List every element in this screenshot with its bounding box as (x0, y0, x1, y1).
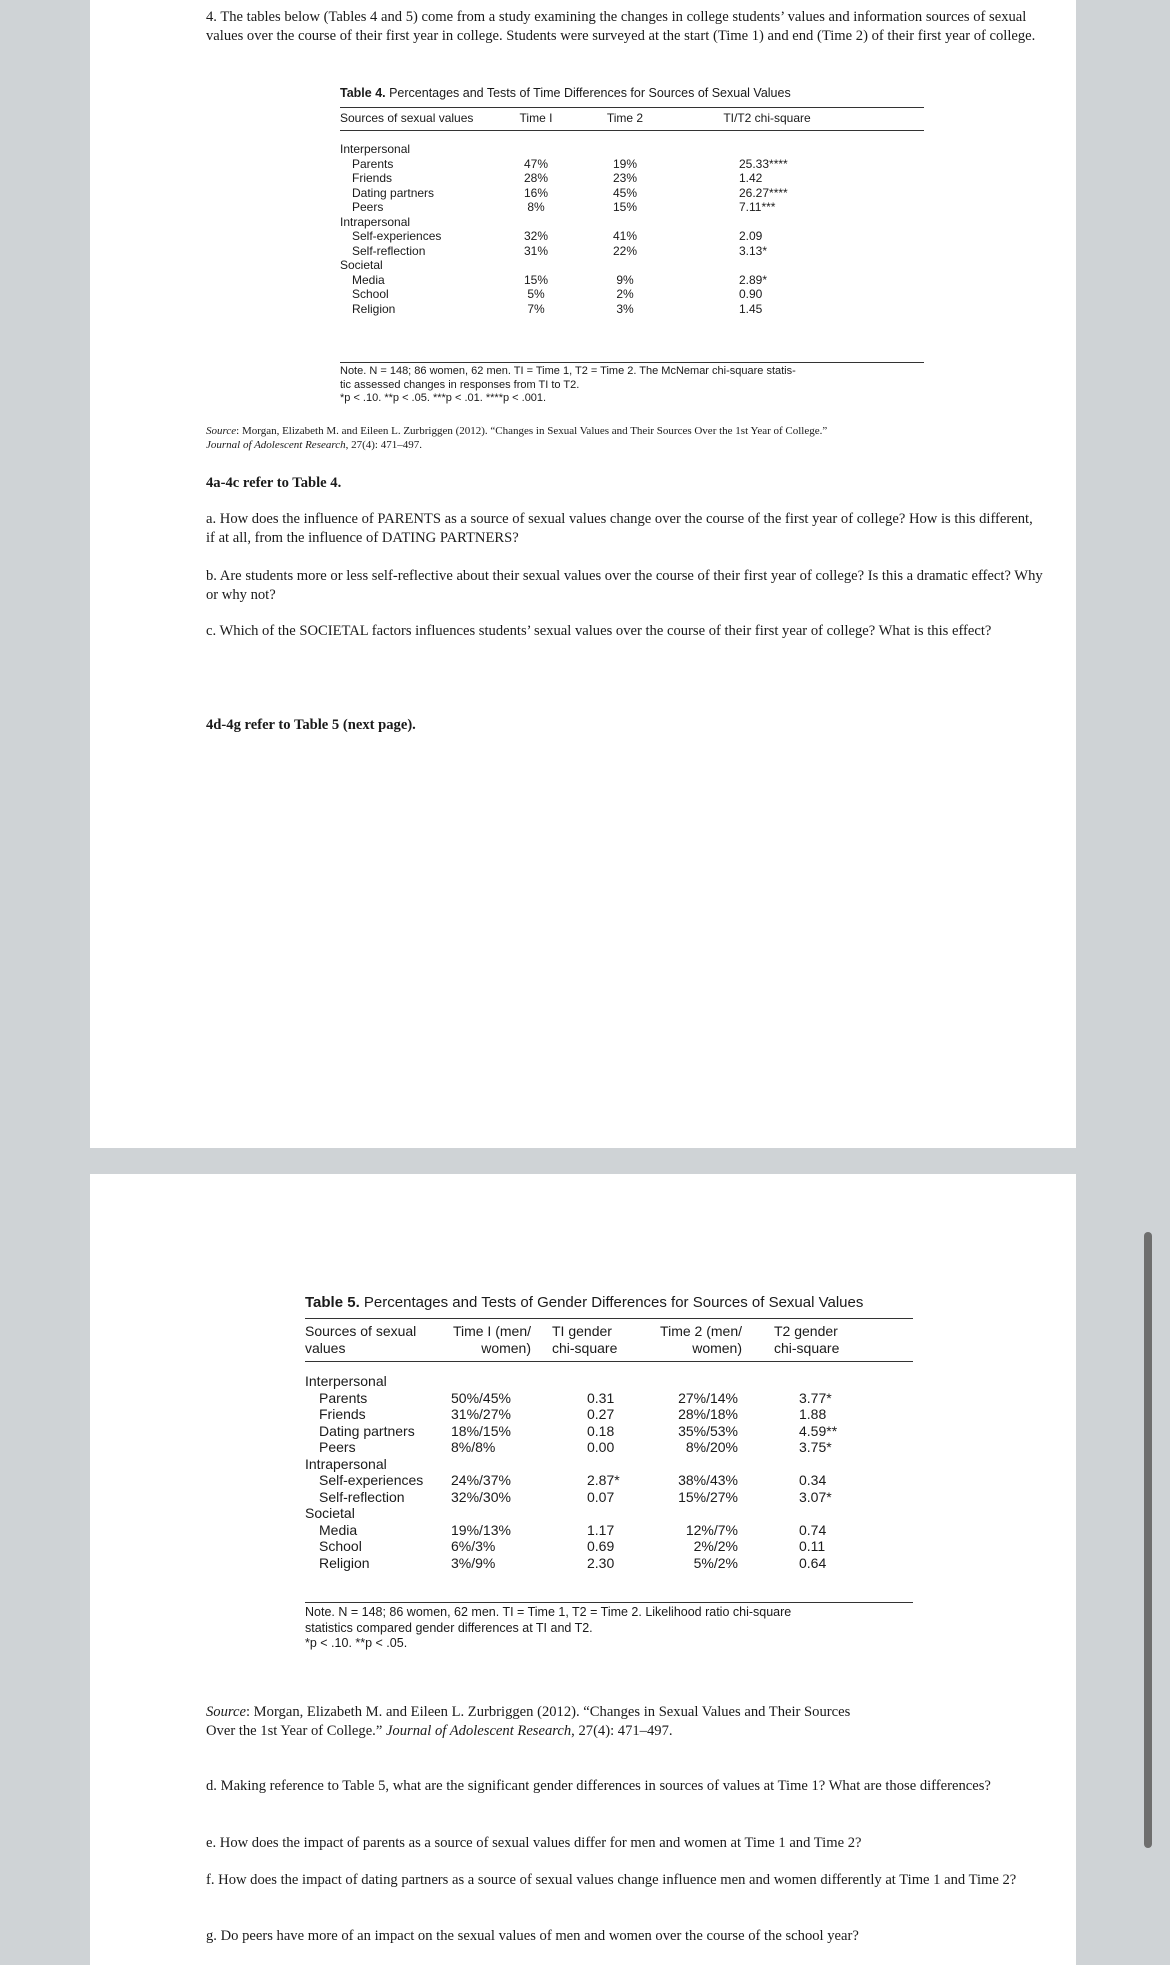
refer-4a-4c: 4a-4c refer to Table 4. (206, 475, 342, 491)
source-journal: Journal of Adolescent Research (385, 1722, 572, 1739)
table-4-row-label: School (352, 287, 389, 301)
table-5-cell-t2-chi: 3.75* (799, 1439, 832, 1455)
table-4-cell-time2: 41% (612, 229, 638, 243)
table-4-header-time2: Time 2 (606, 111, 644, 125)
table-4-cell-chi-square: 1.45 (739, 301, 763, 316)
table-5-body (305, 1294, 913, 1614)
table-5-header-line: TI gender (552, 1323, 612, 1339)
table-4-cell-time2: 45% (612, 185, 638, 200)
table-4-bottom-rule (340, 362, 924, 363)
table-5-row-label: School (319, 1538, 362, 1554)
question-4b: b. Are students more or less self-reflective about their sexual values over the course of their first year of college? Is this a dramatic effect? Why or why not? (206, 568, 1043, 603)
table-4-cell-time2: 2% (616, 287, 634, 301)
table-5-header-line: values (305, 1340, 346, 1356)
table-5-header-line: Sources of sexual (305, 1323, 417, 1339)
table-4-title-number: Table 4. (340, 86, 386, 100)
table-5-cell-t1-chi: 1.17 (587, 1521, 615, 1538)
table-4-cell-time1: 15% (523, 272, 549, 287)
table-5-header-line: women) (692, 1340, 742, 1356)
table-4-source (206, 424, 1046, 452)
question-4-intro: 4. The tables below (Tables 4 and 5) come from a study examining the changes in college students’ values and information sources of sexual values over the course of their first year in college. Students were surveyed at the start (Time 1) and end (Time 2) of their first year of college. (206, 9, 1036, 44)
source-citation-cont: Over the 1st Year of College.” (206, 1722, 386, 1739)
table-4-row-label: Friends (352, 171, 393, 185)
table-4-note (340, 365, 924, 406)
table-4-cell-time1: 28% (523, 171, 549, 185)
source-volume: , 27(4): 471–497. (571, 1722, 673, 1739)
table-5-cell-time2: 5%/2% (693, 1554, 738, 1571)
table-4-cell-time2: 3% (616, 301, 634, 316)
table-5-row-label: Self-experiences (319, 1472, 424, 1488)
table-4-cell-time2: 22% (612, 243, 638, 258)
source-citation: : Morgan, Elizabeth M. and Eileen L. Zurbriggen (2012). “Changes in Sexual Values and Their Sources Over the 1st Year of College.” (236, 425, 828, 437)
table-4-cell-chi-square: 1.42 (739, 171, 763, 185)
table-5-cell-t2-chi: 0.11 (799, 1538, 826, 1554)
table-4-cell-chi-square: 26.27**** (739, 185, 788, 200)
table-5-cell-time2: 2%/2% (693, 1538, 738, 1554)
question-4f: f. How does the impact of dating partners as a source of sexual values change influence men and women differently at Time 1 and Time 2? (206, 1872, 1017, 1888)
table-5-cell-t1-chi: 0.07 (587, 1488, 615, 1505)
table-5-cell-time1: 32%/30% (451, 1488, 511, 1505)
table-5-cell-time1: 50%/45% (451, 1389, 511, 1406)
table-5-group-label: Societal (305, 1505, 355, 1521)
table-4-cell-time2: 23% (612, 171, 638, 185)
table-5-title-text: Percentages and Tests of Gender Differences for Sources of Sexual Values (359, 1294, 864, 1311)
table-4-group-label: Intrapersonal (340, 214, 411, 229)
table-4-note-line: Note. N = 148; 86 women, 62 men. TI = Time 1, T2 = Time 2. The McNemar chi-square statis- (340, 365, 796, 377)
table-5-cell-t1-chi: 2.87* (587, 1472, 620, 1488)
table-4-cell-time2: 9% (616, 272, 634, 287)
table-5-cell-t1-chi: 0.31 (587, 1389, 615, 1406)
table-4-group-label: Societal (340, 258, 383, 272)
table-4-note-line: tic assessed changes in responses from TI to T2. (340, 378, 580, 391)
table-5-cell-t2-chi: 0.74 (799, 1521, 827, 1538)
source-journal: Journal of Adolescent Research (206, 439, 346, 451)
table-5-cell-time1: 18%/15% (451, 1422, 511, 1439)
table-5-cell-time2: 12%/7% (685, 1521, 738, 1538)
table-4-group-label: Interpersonal (340, 142, 411, 156)
table-5-group-label: Intrapersonal (305, 1455, 387, 1472)
table-4-row-label: Parents (352, 156, 394, 171)
table-5-cell-time1: 31%/27% (451, 1406, 511, 1422)
table-5-row-label: Dating partners (319, 1422, 415, 1439)
source-citation: : Morgan, Elizabeth M. and Eileen L. Zurbriggen (2012). “Changes in Sexual Values and Their Sources (245, 1704, 851, 1720)
table-5-group-label: Interpersonal (305, 1373, 387, 1389)
table-4-header-time1: Time I (519, 111, 553, 125)
document-page-2 (90, 1174, 1076, 1965)
table-5-cell-time2: 15%/27% (678, 1488, 738, 1505)
table-5-cell-time2: 28%/18% (678, 1406, 738, 1422)
table-5-cell-time1: 8%/8% (451, 1439, 496, 1455)
table-5-row-label: Media (319, 1521, 358, 1538)
table-4-cell-time1: 7% (527, 301, 545, 316)
table-5-cell-t1-chi: 0.18 (587, 1422, 615, 1439)
table-4-cell-chi-square: 0.90 (739, 287, 763, 301)
table-5-cell-t2-chi: 4.59** (799, 1422, 838, 1439)
table-4-row-label: Self-experiences (352, 229, 442, 243)
table-5-cell-t1-chi: 2.30 (587, 1554, 615, 1571)
table-4-cell-time2: 19% (612, 156, 638, 171)
table-4-title-text: Percentages and Tests of Time Differences for Sources of Sexual Values (385, 86, 791, 100)
table-4-cell-time1: 31% (523, 243, 549, 258)
question-4e: e. How does the impact of parents as a source of sexual values differ for men and women at Time 1 and Time 2? (206, 1835, 862, 1851)
table-4 (340, 86, 924, 404)
table-5-cell-t1-chi: 0.69 (587, 1538, 615, 1554)
table-5 (305, 1294, 913, 1650)
table-5-cell-t2-chi: 0.64 (799, 1554, 827, 1571)
table-5-cell-t2-chi: 3.77* (799, 1389, 832, 1406)
table-4-cell-time1: 5% (527, 287, 545, 301)
table-5-bottom-rule (305, 1602, 913, 1603)
table-4-cell-time2: 15% (612, 200, 638, 214)
refer-4d-4g: 4d-4g refer to Table 5 (next page). (206, 717, 416, 733)
table-5-header-line: Time I (men/ (452, 1323, 531, 1339)
table-5-title-number: Table 5. (305, 1294, 360, 1311)
table-4-cell-chi-square: 2.09 (739, 229, 763, 243)
table-4-row-label: Dating partners (352, 185, 435, 200)
source-label: Source (206, 425, 237, 437)
table-5-header-line: chi-square (552, 1340, 618, 1356)
table-4-cell-time1: 16% (523, 185, 549, 200)
question-4a: a. How does the influence of PARENTS as a source of sexual values change over the course of the first year of college? How is this different, if at all, from the influence of DATING PARTNERS? (206, 511, 1033, 546)
table-5-note-line: *p < .10. **p < .05. (305, 1636, 408, 1650)
table-5-cell-time2: 27%/14% (678, 1389, 738, 1406)
table-5-cell-time2: 35%/53% (678, 1422, 738, 1439)
table-5-row-label: Self-reflection (319, 1488, 405, 1505)
table-4-header-sources: Sources of sexual values (340, 111, 474, 125)
table-5-cell-time1: 3%/9% (451, 1554, 496, 1571)
question-4c: c. Which of the SOCIETAL factors influences students’ sexual values over the course of their first year of college? What is this effect? (206, 623, 992, 639)
table-5-note-line: Note. N = 148; 86 women, 62 men. TI = Time 1, T2 = Time 2. Likelihood ratio chi-square (305, 1605, 792, 1619)
table-5-cell-t2-chi: 1.88 (799, 1406, 827, 1422)
table-5-row-label: Friends (319, 1406, 366, 1422)
table-5-row-label: Religion (319, 1554, 370, 1571)
table-5-header-line: chi-square (774, 1340, 840, 1356)
table-4-cell-chi-square: 7.11*** (739, 200, 776, 214)
table-5-cell-time1: 24%/37% (451, 1472, 511, 1488)
table-4-note-line: *p < .10. **p < .05. ***p < .01. ****p < .001. (340, 392, 547, 404)
table-5-cell-time1: 19%/13% (451, 1521, 511, 1538)
source-volume: , 27(4): 471–497. (345, 439, 422, 451)
table-5-cell-time1: 6%/3% (451, 1538, 496, 1554)
table-4-row-label: Self-reflection (352, 243, 426, 258)
table-4-cell-chi-square: 25.33**** (739, 156, 788, 171)
table-4-cell-time1: 32% (523, 229, 549, 243)
document-page-1 (90, 0, 1076, 1148)
table-5-cell-t2-chi: 0.34 (799, 1472, 827, 1488)
table-5-note-line: statistics compared gender differences at TI and T2. (305, 1620, 593, 1635)
vertical-scrollbar[interactable] (1144, 1232, 1152, 1848)
table-5-header-line: T2 gender (774, 1323, 838, 1339)
table-4-header-chi-square: TI/T2 chi-square (723, 111, 811, 125)
table-4-row-label: Media (352, 272, 385, 287)
table-4-cell-time1: 8% (527, 200, 545, 214)
table-4-row-label: Religion (352, 301, 396, 316)
table-5-cell-t1-chi: 0.27 (587, 1406, 615, 1422)
table-5-row-label: Peers (319, 1439, 356, 1455)
table-5-row-label: Parents (319, 1389, 368, 1406)
table-5-header-line: Time 2 (men/ (660, 1323, 742, 1339)
table-5-note (305, 1605, 913, 1652)
table-4-cell-chi-square: 3.13* (739, 243, 768, 258)
table-4-row-label: Peers (352, 200, 384, 214)
table-5-header-line: women) (481, 1340, 531, 1356)
table-5-cell-t2-chi: 3.07* (799, 1488, 832, 1505)
table-4-body (340, 86, 924, 376)
table-4-cell-chi-square: 2.89* (739, 272, 768, 287)
table-5-cell-time2: 38%/43% (678, 1472, 738, 1488)
source-label: Source (206, 1704, 246, 1720)
table-4-cell-time1: 47% (523, 156, 549, 171)
table-5-source (206, 1703, 1056, 1740)
table-5-cell-t1-chi: 0.00 (587, 1439, 615, 1455)
table-5-cell-time2: 8%/20% (685, 1439, 738, 1455)
question-4g: g. Do peers have more of an impact on the sexual values of men and women over the course of the school year? (206, 1928, 859, 1944)
question-4d: d. Making reference to Table 5, what are the significant gender differences in sources of values at Time 1? What are those differences? (206, 1778, 991, 1794)
